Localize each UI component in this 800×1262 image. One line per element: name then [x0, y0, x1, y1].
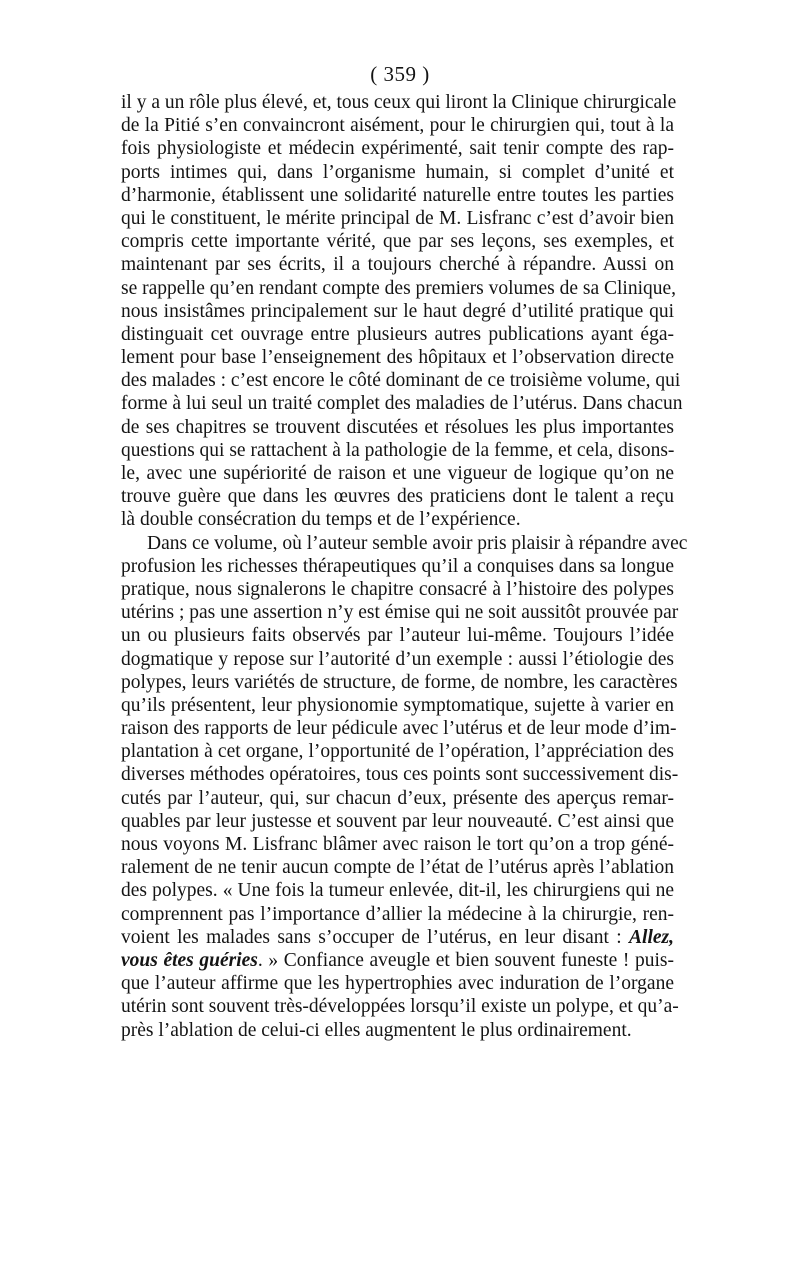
emphasized-text: Allez,: [629, 926, 674, 948]
text-line: un ou plusieurs faits observés par l’auteur lui-même. Toujours l’idée: [121, 625, 674, 647]
text-line: plantation à cet organe, l’opportunité de l’opération, l’appréciation des: [121, 741, 674, 763]
text-line: il y a un rôle plus élevé, et, tous ceux qui liront la Clinique chirurgicale: [121, 92, 677, 113]
text-line: utérins ; pas une assertion n’y est émise qui ne soit aussitôt prouvée par: [121, 602, 679, 624]
text-line: vous êtes guéries. » Confiance aveugle et bien souvent funeste ! puis-: [121, 949, 674, 971]
text-line: le, avec une supériorité de raison et une vigueur de logique qu’on ne: [121, 463, 674, 484]
text-line: distinguait cet ouvrage entre plusieurs autres publications ayant éga-: [121, 323, 674, 345]
text-line: forme à lui seul un traité complet des maladies de l’utérus. Dans chacun: [121, 393, 683, 415]
text-line: diverses méthodes opératoires, tous ces points sont successivement dis-: [121, 764, 679, 786]
text-line: qui le constituent, le mérite principal de M. Lisfranc c’est d’avoir bien: [121, 207, 674, 229]
text-line: de ses chapitres se trouvent discutées et résolues les plus importantes: [121, 416, 674, 438]
text-line: ralement de ne tenir aucun compte de l’état de l’utérus après l’ablation: [121, 857, 674, 879]
text-line: Dans ce volume, où l’auteur semble avoir pris plaisir à répandre avec: [147, 532, 688, 554]
text-line: pratique, nous signalerons le chapitre consacré à l’histoire des polypes: [121, 578, 674, 600]
text-line: trouve guère que dans les œuvres des praticiens dont le talent a reçu: [121, 486, 674, 508]
text-line: près l’ablation de celui-ci elles augmentent le plus ordinairement.: [121, 1019, 632, 1041]
text-line: des malades : c’est encore le côté dominant de ce troisième volume, qui: [121, 370, 681, 392]
text-line: ports intimes qui, dans l’organisme humain, si complet d’unité et: [121, 161, 674, 183]
page-number: ( 359 ): [370, 62, 430, 86]
text-line: compris cette importante vérité, que par ses leçons, ses exemples, et: [121, 231, 674, 253]
text-line: raison des rapports de leur pédicule avec l’utérus et de leur mode d’im-: [121, 718, 677, 740]
text-line: se rappelle qu’en rendant compte des premiers volumes de sa Clinique,: [121, 277, 677, 299]
text-line: profusion les richesses thérapeutiques qu’il a conquises dans sa longue: [121, 555, 674, 577]
text-line: comprennent pas l’importance d’allier la médecine à la chirurgie, ren-: [121, 903, 674, 925]
text-line: d’harmonie, établissent une solidarité naturelle entre toutes les parties: [121, 184, 674, 206]
text-line: voient les malades sans s’occuper de l’utérus, en leur disant : Allez,: [121, 926, 674, 948]
text-line: de la Pitié s’en convaincront aisément, pour le chirurgien qui, tout à la: [121, 115, 674, 137]
paragraph-1: [121, 91, 683, 532]
text-line: nous voyons M. Lisfranc blâmer avec raison le tort qu’on a trop géné-: [121, 834, 674, 855]
body-text: [121, 91, 688, 1042]
emphasized-text: vous êtes guéries: [121, 949, 258, 971]
text-line: nous insistâmes principalement sur le haut degré d’utilité pratique qui: [121, 300, 674, 322]
text-line: qu’ils présentent, leur physionomie symptomatique, sujette à varier en: [121, 694, 674, 716]
paragraph-2: [121, 532, 688, 1042]
text-line: fois physiologiste et médecin expérimenté, sait tenir compte des rap-: [121, 138, 674, 160]
text-line: polypes, leurs variétés de structure, de forme, de nombre, les caractères: [121, 671, 678, 693]
text-line: là double consécration du temps et de l’expérience.: [121, 509, 521, 531]
text-line: que l’auteur affirme que les hypertrophies avec induration de l’organe: [121, 973, 674, 995]
text-line: cutés par l’auteur, qui, sur chacun d’eux, présente des aperçus remar-: [121, 787, 674, 809]
text-line: quables par leur justesse et souvent par leur nouveauté. C’est ainsi que: [121, 810, 674, 832]
text-line: des polypes. « Une fois la tumeur enlevée, dit-il, les chirurgiens qui ne: [121, 880, 674, 902]
text-line: questions qui se rattachent à la pathologie de la femme, et cela, disons-: [121, 439, 675, 461]
text-line: maintenant par ses écrits, il a toujours cherché à répandre. Aussi on: [121, 254, 674, 276]
text-line: lement pour base l’enseignement des hôpitaux et l’observation directe: [121, 347, 674, 369]
text-line: dogmatique y repose sur l’autorité d’un exemple : aussi l’étiologie des: [121, 648, 674, 670]
text-line: utérin sont souvent très-développées lorsqu’il existe un polype, et qu’a-: [121, 996, 679, 1018]
